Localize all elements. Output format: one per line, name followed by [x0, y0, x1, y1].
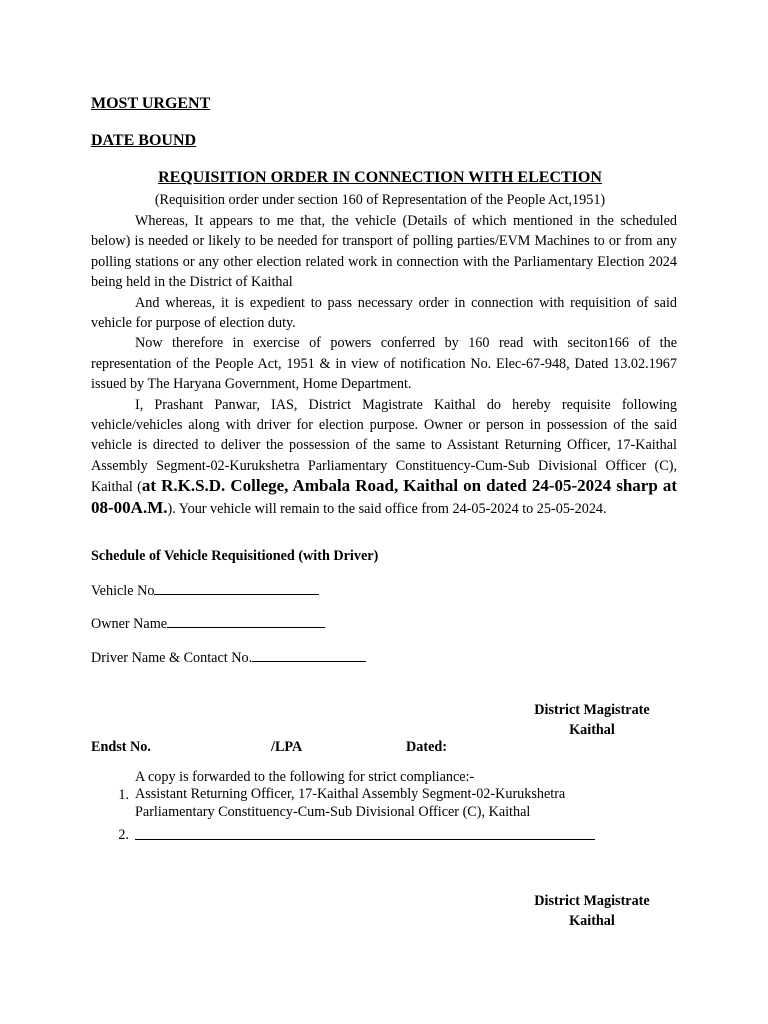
- copy-list-item: [91, 825, 677, 845]
- owner-name-label: Owner Name: [91, 616, 168, 632]
- most-urgent-heading: MOST URGENT: [91, 95, 211, 112]
- signature-title: District Magistrate: [534, 893, 650, 909]
- copy-item-number: 2.: [118, 827, 129, 843]
- driver-blank: [252, 647, 366, 662]
- endst-lpa: /LPA: [271, 739, 303, 755]
- document-subtitle: (Requisition order under section 160 of Representation of the People Act,1951): [154, 192, 606, 208]
- signature-place: Kaithal: [569, 722, 615, 739]
- owner-name-field: [91, 613, 325, 634]
- requisition-text-c: ). Your vehicle will remain to the said office from 24-05-2024 to 25-05-2024.: [167, 500, 607, 517]
- owner-name-blank: [167, 613, 325, 628]
- copy-list: [91, 785, 677, 845]
- driver-label: Driver Name & Contact No.: [91, 650, 253, 666]
- order-body: [91, 211, 677, 519]
- signature-title: District Magistrate: [534, 702, 650, 718]
- paragraph-requisition: [91, 395, 677, 519]
- copy-item-number: 1.: [118, 787, 129, 803]
- copy-list-item: [91, 785, 677, 821]
- signature-block-2: [522, 891, 662, 932]
- vehicle-no-blank: [154, 580, 319, 595]
- signature-place: Kaithal: [569, 913, 615, 930]
- vehicle-no-label: Vehicle No: [91, 583, 155, 599]
- document-title: REQUISITION ORDER IN CONNECTION WITH ELECTION: [158, 169, 602, 186]
- signature-block-1: [522, 700, 662, 741]
- vehicle-no-field: [91, 580, 319, 601]
- schedule-title: Schedule of Vehicle Requisitioned (with Driver): [91, 548, 379, 564]
- paragraph-and-whereas: And whereas, it is expedient to pass necessary order in connection with requisition of said vehicle for purpose of election duty.: [91, 294, 677, 332]
- paragraph-now-therefore: Now therefore in exercise of powers conferred by 160 read with seciton166 of the representation of the People Act, 1951 & in view of notification No. Elec-67-948, Dated 13.02.1967 issued by The Haryana Government, Home Department.: [91, 335, 677, 393]
- copy-item-blank: [135, 825, 595, 840]
- date-bound-heading: DATE BOUND: [91, 132, 197, 149]
- copy-item-text: Assistant Returning Officer, 17-Kaithal Assembly Segment-02-Kurukshetra Parliamentary Constituency-Cum-Sub Divisional Officer (C), Kaithal: [135, 786, 566, 820]
- requisition-text-a: I, Prashant Panwar, IAS, District Magistrate Kaithal do hereby requisite following vehicle/vehicles along with driver for election purpose. Owner or person in possession of the said vehicle is directed to deliver the possession of the same to Assistant Returning Officer, 17-Kaithal Assembly Segment-02-Kurukshetra Parliamentary Constituency-Cum-Sub Divisional Officer (C), Kaithal (: [91, 396, 677, 496]
- driver-field: [91, 647, 366, 668]
- endst-dated: Dated:: [406, 739, 447, 755]
- endst-no: Endst No.: [91, 739, 151, 755]
- copy-intro: A copy is forwarded to the following for strict compliance:-: [135, 769, 475, 785]
- paragraph-whereas: Whereas, It appears to me that, the vehicle (Details of which mentioned in the scheduled below) is needed or likely to be needed for transport of polling parties/EVM Machines to or from any polling stations or any other election related work in connection with the Parliamentary Election 2024 being held in the District of Kaithal: [91, 213, 677, 291]
- requisition-location-date: at R.K.S.D. College, Ambala Road, Kaithal on dated 24-05-2024 sharp at 08-00A.M.: [91, 476, 677, 517]
